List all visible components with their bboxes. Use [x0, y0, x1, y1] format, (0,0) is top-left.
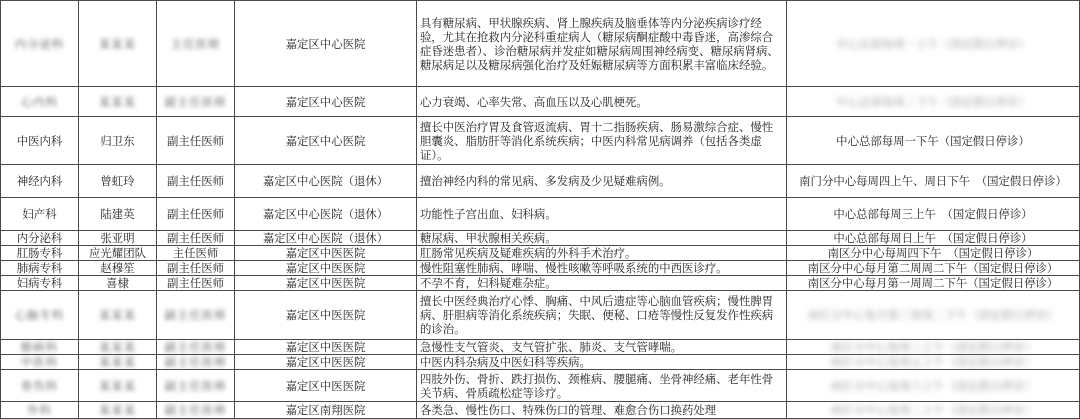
schedule-cell: 南区分中心每月第一周周二下午（国定假日停诊）	[787, 276, 1080, 291]
department-cell: 妇病专科	[1, 276, 79, 291]
doctor-name-cell: 喜棣	[79, 276, 157, 291]
doctor-name-cell: 某某某	[79, 402, 157, 419]
doctor-name-cell: 归卫东	[79, 117, 157, 165]
schedule-cell: 中心总部每周二下午（国定假日停诊）	[787, 87, 1080, 117]
department-cell: 肺病专科	[1, 261, 79, 276]
schedule-cell: 南区分中心每月第三周周二下午（国定假日停诊）	[787, 291, 1080, 340]
doctor-name-cell: 某某某	[79, 87, 157, 117]
specialty-cell: 擅治神经内科的常见病、多发病及少见疑难病例。	[417, 165, 787, 198]
hospital-cell: 嘉定区中医医院	[235, 340, 417, 355]
schedule-cell: 南门分中心每周四上午、周日下午 （国定假日停诊）	[787, 165, 1080, 198]
title-cell: 副主任医师	[157, 402, 235, 419]
table-row	[1, 246, 1080, 261]
schedule-cell: 南区分中心每周三上午（国定假日停诊）	[787, 340, 1080, 355]
title-cell: 副主任医师	[157, 261, 235, 276]
specialty-cell: 功能性子宫出血、妇科病。	[417, 198, 787, 231]
table-row	[1, 231, 1080, 246]
doctor-name-cell: 某某某	[79, 370, 157, 402]
doctor-name-cell: 曾虹玲	[79, 165, 157, 198]
specialty-cell: 具有糖尿病、甲状腺疾病、肾上腺疾病及脑垂体等内分泌疾病诊疗经验，尤其在抢救内分泌科重症病人（糖尿病酮症酸中毒昏迷，高渗综合症昏迷患者）、诊治糖尿病并发症如糖尿病周围神经病变、糖尿病肾病、糖尿病足以及糖尿病强化治疗及妊娠糖尿病等方面积累丰富临床经验。	[417, 1, 787, 87]
doctor-name-cell: 某某某	[79, 355, 157, 370]
title-cell: 副主任医师	[157, 370, 235, 402]
title-cell: 副主任医师	[157, 117, 235, 165]
title-cell: 副主任医师	[157, 165, 235, 198]
specialty-cell: 擅长中医经典治疗心悸、胸痛、中风后遗症等心脑血管疾病；慢性脾胃病、肝胆病等消化系统疾病；失眠、便秘、口疮等慢性反复发作性疾病的诊治。	[417, 291, 787, 340]
hospital-cell: 嘉定区中心医院（退休）	[235, 165, 417, 198]
doctor-name-cell: 赵穆笙	[79, 261, 157, 276]
department-cell: 肛肠专科	[1, 246, 79, 261]
doctor-name-cell: 张亚明	[79, 231, 157, 246]
doctor-name-cell: 某某某	[79, 291, 157, 340]
department-cell: 心内科	[1, 87, 79, 117]
schedule-cell: 南区分中心每周二上午（国定假日停诊）	[787, 402, 1080, 419]
hospital-cell: 嘉定区中心医院	[235, 1, 417, 87]
specialty-cell: 肛肠常见疾病及疑难疾病的外科手术治疗。	[417, 246, 787, 261]
schedule-cell: 中心总部每周日上午 （国定假日停诊）	[787, 231, 1080, 246]
specialty-cell: 心力衰竭、心率失常、高血压以及心肌梗死。	[417, 87, 787, 117]
hospital-cell: 嘉定区中医医院	[235, 370, 417, 402]
specialty-cell: 急慢性支气管炎、支气管扩张、肺炎、支气管哮喘。	[417, 340, 787, 355]
department-cell: 外科	[1, 402, 79, 419]
hospital-cell: 嘉定区中心医院（退休）	[235, 198, 417, 231]
hospital-cell: 嘉定区中医医院	[235, 291, 417, 340]
hospital-cell: 嘉定区中心医院（退休）	[235, 231, 417, 246]
schedule-cell: 南区分中心每月第二周周二下午（国定假日停诊）	[787, 261, 1080, 276]
schedule-cell: 南区分中心每周六上午（国定假日停诊）	[787, 370, 1080, 402]
department-cell: 内分泌科	[1, 231, 79, 246]
department-cell: 妇产科	[1, 198, 79, 231]
specialty-cell: 糖尿病、甲状腺相关疾病。	[417, 231, 787, 246]
table-row	[1, 291, 1080, 340]
title-cell: 副主任医师	[157, 198, 235, 231]
specialty-cell: 各类急、慢性伤口、特殊伤口的管理、难愈合伤口换药处理	[417, 402, 787, 419]
department-cell: 中医内科	[1, 117, 79, 165]
department-cell: 肺病科	[1, 340, 79, 355]
title-cell: 副主任医师	[157, 291, 235, 340]
table-row	[1, 87, 1080, 117]
schedule-cell: 南区分中心每周四下午 （国定假日停诊）	[787, 246, 1080, 261]
table-row	[1, 402, 1080, 419]
table-row	[1, 276, 1080, 291]
doctor-name-cell: 应光耀团队	[79, 246, 157, 261]
hospital-cell: 嘉定区南翔医院	[235, 402, 417, 419]
title-cell: 主任医师	[157, 246, 235, 261]
specialty-cell: 不孕不育，妇科疑难杂症。	[417, 276, 787, 291]
schedule-cell: 南区分中心每周五上午（国定假日停诊）	[787, 355, 1080, 370]
hospital-cell: 嘉定区中心医院	[235, 87, 417, 117]
title-cell: 副主任医师	[157, 340, 235, 355]
table-row	[1, 370, 1080, 402]
table-row	[1, 261, 1080, 276]
doctor-name-cell: 陆建英	[79, 198, 157, 231]
specialty-cell: 擅长中医治疗胃及食管返流病、胃十二指肠疾病、肠易激综合症、慢性胆囊炎、脂肪肝等消化系统疾病；中医内科常见病调养（包括各类虚证）。	[417, 117, 787, 165]
table-row	[1, 1, 1080, 87]
doctor-name-cell: 某某某	[79, 340, 157, 355]
specialty-cell: 慢性阻塞性肺病、哮喘、慢性咳嗽等呼吸系统的中西医诊疗。	[417, 261, 787, 276]
hospital-cell: 嘉定区中医医院	[235, 355, 417, 370]
hospital-cell: 嘉定区中医医院	[235, 261, 417, 276]
title-cell: 主任医师	[157, 1, 235, 87]
hospital-cell: 嘉定区中医医院	[235, 246, 417, 261]
specialty-cell: 四肢外伤、骨折、跌打损伤、颈椎病、腰腿痛、坐骨神经痛、老年性骨关节病、骨质疏松症等诊疗。	[417, 370, 787, 402]
title-cell: 副主任医师	[157, 355, 235, 370]
hospital-cell: 嘉定区中心医院	[235, 117, 417, 165]
title-cell: 副主任医师	[157, 276, 235, 291]
table-row	[1, 340, 1080, 355]
department-cell: 神经内科	[1, 165, 79, 198]
title-cell: 副主任医师	[157, 87, 235, 117]
schedule-cell: 中心总部每周一上午（国定假日停诊）	[787, 1, 1080, 87]
table-row	[1, 117, 1080, 165]
department-cell: 中医科	[1, 355, 79, 370]
table-row	[1, 165, 1080, 198]
specialty-cell: 中医内科杂病及中医妇科等疾病。	[417, 355, 787, 370]
title-cell: 副主任医师	[157, 231, 235, 246]
table-row	[1, 355, 1080, 370]
table-row	[1, 198, 1080, 231]
doctor-name-cell: 某某某	[79, 1, 157, 87]
schedule-cell: 中心总部每周一下午（国定假日停诊）	[787, 117, 1080, 165]
schedule-cell: 中心总部每周三上午 （国定假日停诊）	[787, 198, 1080, 231]
hospital-cell: 嘉定区中医医院	[235, 276, 417, 291]
department-cell: 内分泌科	[1, 1, 79, 87]
department-cell: 心脑专科	[1, 291, 79, 340]
department-cell: 骨伤科	[1, 370, 79, 402]
